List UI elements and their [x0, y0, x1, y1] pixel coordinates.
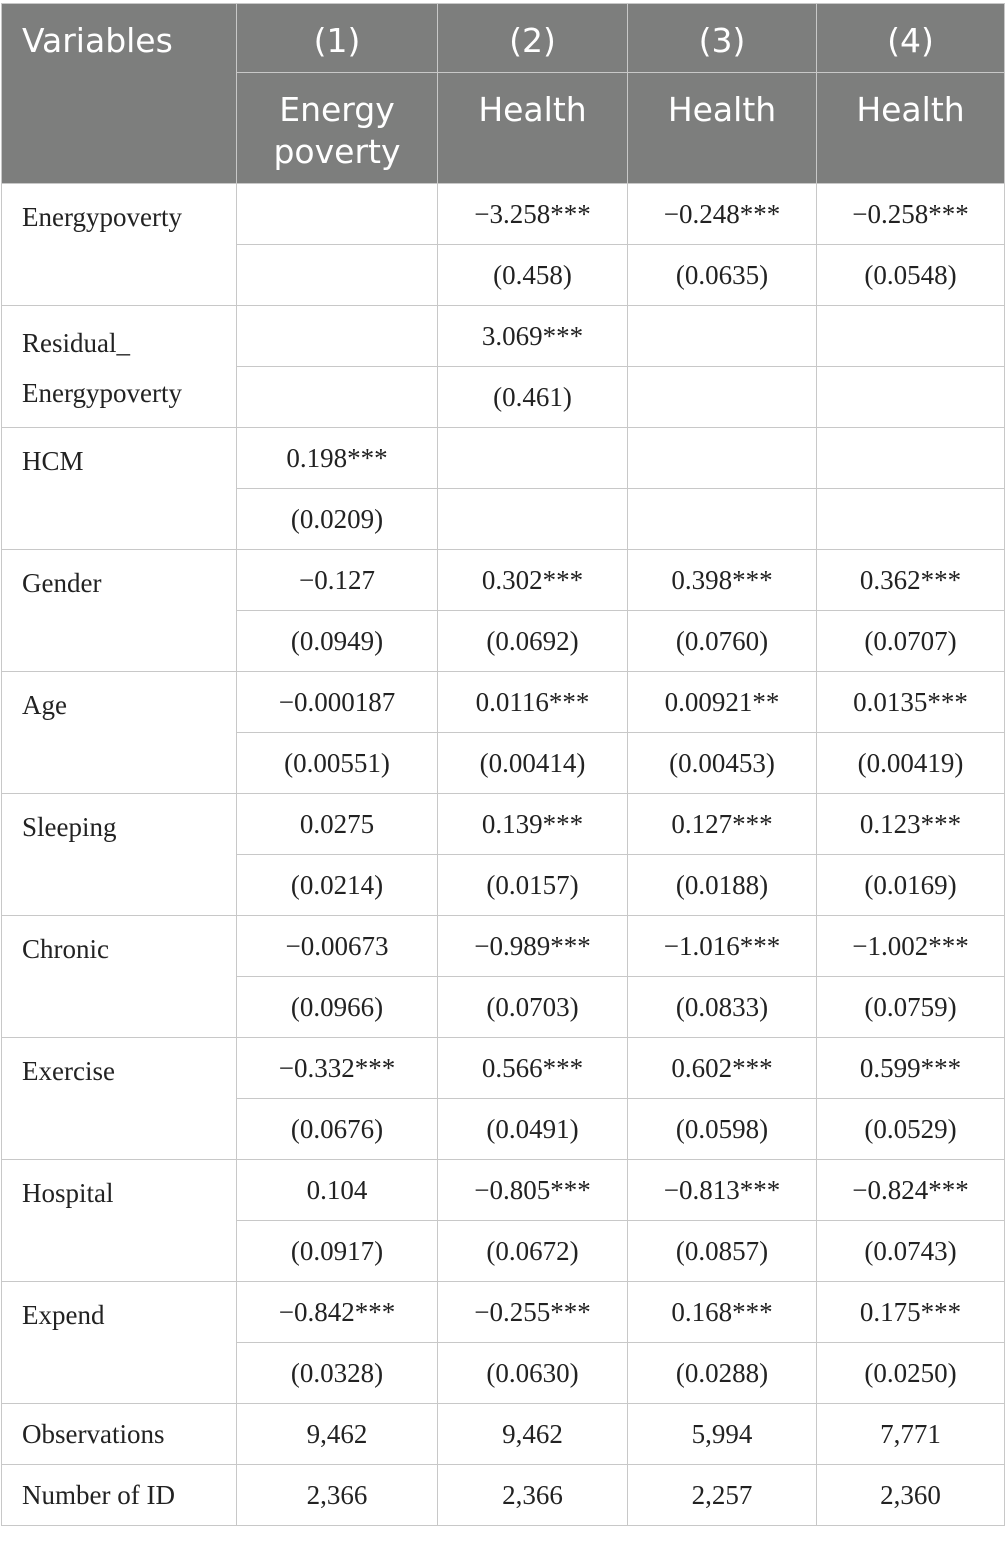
coefficient-cell: −0.842*** [237, 1282, 438, 1343]
coefficient-cell: 0.362*** [817, 550, 1005, 611]
standard-error-cell: (0.0692) [438, 611, 628, 672]
coefficient-cell: −0.258*** [817, 184, 1005, 245]
coefficient-cell: 3.069*** [438, 306, 628, 367]
coefficient-row [2, 672, 1005, 733]
variable-label-line: Energypoverty [22, 378, 182, 408]
coefficient-cell: 0.104 [237, 1160, 438, 1221]
standard-error-cell: (0.0491) [438, 1099, 628, 1160]
coefficient-cell [237, 306, 438, 367]
coefficient-row [2, 550, 1005, 611]
coefficient-cell: −0.824*** [817, 1160, 1005, 1221]
column-number-2: (2) [438, 4, 628, 73]
coefficient-cell: 0.602*** [628, 1038, 817, 1099]
standard-error-cell [817, 489, 1005, 550]
coefficient-cell: −3.258*** [438, 184, 628, 245]
coefficient-row [2, 1160, 1005, 1221]
coefficient-cell: 0.127*** [628, 794, 817, 855]
variable-label [2, 672, 237, 794]
coefficient-cell: 0.599*** [817, 1038, 1005, 1099]
standard-error-cell: (0.0529) [817, 1099, 1005, 1160]
coefficient-cell: 0.0116*** [438, 672, 628, 733]
standard-error-cell: (0.00419) [817, 733, 1005, 794]
variable-label [2, 1160, 237, 1282]
coefficient-cell: 0.123*** [817, 794, 1005, 855]
coefficient-row [2, 1038, 1005, 1099]
standard-error-cell: (0.0169) [817, 855, 1005, 916]
coefficient-cell: −0.00673 [237, 916, 438, 977]
standard-error-cell [438, 489, 628, 550]
coefficient-row [2, 428, 1005, 489]
variable-label-line: Gender [22, 568, 102, 598]
coefficient-row [2, 306, 1005, 367]
standard-error-cell: (0.0188) [628, 855, 817, 916]
coefficient-cell [817, 428, 1005, 489]
variable-label-line: Sleeping [22, 812, 117, 842]
standard-error-cell: (0.0598) [628, 1099, 817, 1160]
coefficient-cell: −0.989*** [438, 916, 628, 977]
dependent-variable-2: Health [438, 73, 628, 184]
standard-error-cell: (0.0707) [817, 611, 1005, 672]
standard-error-cell: (0.0157) [438, 855, 628, 916]
coefficient-cell: 0.175*** [817, 1282, 1005, 1343]
coefficient-cell: 0.302*** [438, 550, 628, 611]
standard-error-cell: (0.0672) [438, 1221, 628, 1282]
coefficient-cell: 0.139*** [438, 794, 628, 855]
standard-error-cell: (0.0857) [628, 1221, 817, 1282]
variable-label [2, 916, 237, 1038]
coefficient-cell [237, 184, 438, 245]
standard-error-cell: (0.00414) [438, 733, 628, 794]
variable-label-line: Hospital [22, 1178, 114, 1208]
variable-label-line: Age [22, 690, 67, 720]
standard-error-cell: (0.458) [438, 245, 628, 306]
variable-label [2, 428, 237, 550]
coefficient-cell: −0.332*** [237, 1038, 438, 1099]
standard-error-cell [817, 367, 1005, 428]
variable-label-line: Chronic [22, 934, 109, 964]
standard-error-cell: (0.00551) [237, 733, 438, 794]
coefficient-cell [817, 306, 1005, 367]
summary-row [2, 1404, 1005, 1465]
standard-error-cell [628, 489, 817, 550]
coefficient-cell: −0.127 [237, 550, 438, 611]
table-body [2, 184, 1005, 1526]
standard-error-cell: (0.0635) [628, 245, 817, 306]
dependent-variable-1: Energy poverty [237, 73, 438, 184]
summary-row [2, 1465, 1005, 1526]
column-number-4: (4) [817, 4, 1005, 73]
standard-error-cell [237, 245, 438, 306]
variable-label [2, 1282, 237, 1404]
coefficient-cell [628, 428, 817, 489]
coefficient-cell: −0.805*** [438, 1160, 628, 1221]
variable-label-line: HCM [22, 446, 84, 476]
coefficient-cell: 0.00921** [628, 672, 817, 733]
standard-error-cell: (0.0630) [438, 1343, 628, 1404]
variable-label-line: Exercise [22, 1056, 115, 1086]
standard-error-cell: (0.0548) [817, 245, 1005, 306]
variable-label [2, 794, 237, 916]
standard-error-cell: (0.0760) [628, 611, 817, 672]
summary-label: Number of ID [2, 1465, 237, 1526]
standard-error-cell: (0.0214) [237, 855, 438, 916]
dependent-variable-4: Health [817, 73, 1005, 184]
summary-label: Observations [2, 1404, 237, 1465]
coefficient-cell: −0.255*** [438, 1282, 628, 1343]
standard-error-cell: (0.0833) [628, 977, 817, 1038]
coefficient-cell: −0.248*** [628, 184, 817, 245]
coefficient-cell: −0.000187 [237, 672, 438, 733]
variable-label [2, 550, 237, 672]
standard-error-cell: (0.0759) [817, 977, 1005, 1038]
coefficient-cell: −1.002*** [817, 916, 1005, 977]
standard-error-cell: (0.0743) [817, 1221, 1005, 1282]
coefficient-row [2, 184, 1005, 245]
standard-error-cell: (0.0703) [438, 977, 628, 1038]
summary-value: 7,771 [817, 1404, 1005, 1465]
variable-label-line: Residual_ [22, 328, 130, 358]
coefficient-cell: 0.0135*** [817, 672, 1005, 733]
standard-error-cell: (0.0288) [628, 1343, 817, 1404]
coefficient-row [2, 794, 1005, 855]
standard-error-cell: (0.0676) [237, 1099, 438, 1160]
standard-error-cell: (0.00453) [628, 733, 817, 794]
standard-error-cell: (0.0966) [237, 977, 438, 1038]
standard-error-cell: (0.0209) [237, 489, 438, 550]
variable-label-line: Expend [22, 1300, 105, 1330]
coefficient-cell [628, 306, 817, 367]
variable-label [2, 1038, 237, 1160]
summary-value: 9,462 [438, 1404, 628, 1465]
coefficient-cell: 0.398*** [628, 550, 817, 611]
coefficient-row [2, 916, 1005, 977]
summary-value: 2,366 [237, 1465, 438, 1526]
coefficient-cell: −0.813*** [628, 1160, 817, 1221]
coefficient-cell: 0.198*** [237, 428, 438, 489]
coefficient-row [2, 1282, 1005, 1343]
summary-value: 2,366 [438, 1465, 628, 1526]
variables-header: Variables [2, 4, 237, 184]
summary-value: 9,462 [237, 1404, 438, 1465]
summary-value: 2,257 [628, 1465, 817, 1526]
coefficient-cell: 0.168*** [628, 1282, 817, 1343]
coefficient-cell: −1.016*** [628, 916, 817, 977]
coefficient-cell: 0.566*** [438, 1038, 628, 1099]
column-number-1: (1) [237, 4, 438, 73]
standard-error-cell: (0.0917) [237, 1221, 438, 1282]
standard-error-cell [237, 367, 438, 428]
standard-error-cell: (0.0328) [237, 1343, 438, 1404]
coefficient-cell: 0.0275 [237, 794, 438, 855]
summary-value: 2,360 [817, 1465, 1005, 1526]
standard-error-cell: (0.461) [438, 367, 628, 428]
summary-value: 5,994 [628, 1404, 817, 1465]
standard-error-cell [628, 367, 817, 428]
variable-label-line: Energypoverty [22, 202, 182, 232]
table-header [2, 4, 1005, 184]
coefficient-cell [438, 428, 628, 489]
standard-error-cell: (0.0250) [817, 1343, 1005, 1404]
variable-label [2, 306, 237, 428]
header-row-numbers [2, 4, 1005, 73]
standard-error-cell: (0.0949) [237, 611, 438, 672]
dependent-variable-3: Health [628, 73, 817, 184]
variable-label [2, 184, 237, 306]
column-number-3: (3) [628, 4, 817, 73]
regression-table [1, 3, 1005, 1526]
